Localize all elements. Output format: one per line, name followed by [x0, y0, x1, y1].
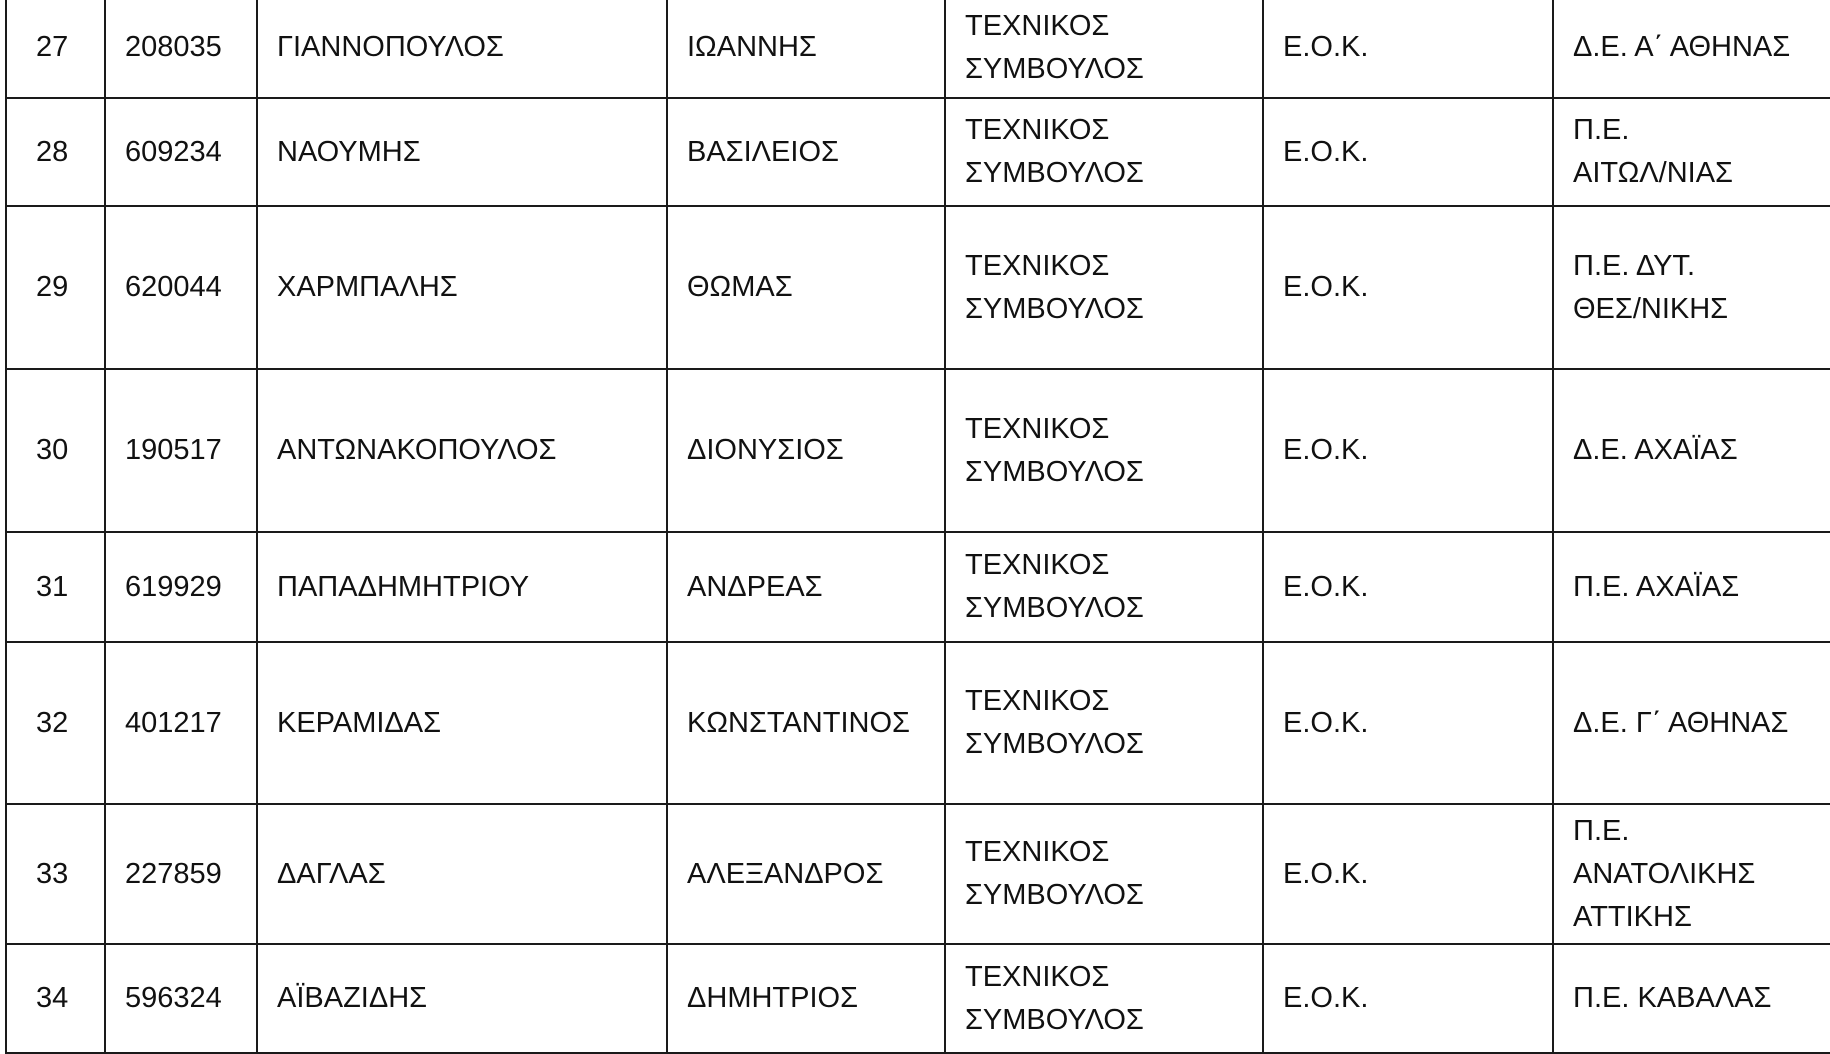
table-body: [6, 0, 1830, 1053]
cell-role: [945, 98, 1263, 206]
cell-role: [945, 532, 1263, 642]
cell-first-name: ΔΙΟΝΥΣΙΟΣ: [667, 369, 945, 532]
cell-unit-line: Π.Ε. ΑΧΑΪΑΣ: [1573, 570, 1740, 603]
cell-registry-id: 620044: [105, 206, 257, 369]
cell-role-line: ΣΥΜΒΟΥΛΟΣ: [965, 292, 1144, 325]
cell-organization: Ε.Ο.Κ.: [1263, 98, 1553, 206]
table-row: [6, 532, 1830, 642]
cell-surname: ΑΝΤΩΝΑΚΟΠΟΥΛΟΣ: [257, 369, 667, 532]
cell-registry-id: 190517: [105, 369, 257, 532]
cell-unit-line: Δ.Ε. Γ΄ ΑΘΗΝΑΣ: [1573, 706, 1789, 739]
cell-surname: ΑΪΒΑΖΙΔΗΣ: [257, 944, 667, 1053]
cell-role-line: ΤΕΧΝΙΚΟΣ: [965, 960, 1110, 993]
table-row: [6, 98, 1830, 206]
cell-row-number: 27: [6, 0, 105, 98]
cell-role-line: ΣΥΜΒΟΥΛΟΣ: [965, 52, 1144, 85]
cell-row-number: 32: [6, 642, 105, 804]
cell-unit: [1553, 369, 1830, 532]
cell-organization: Ε.Ο.Κ.: [1263, 369, 1553, 532]
cell-role: [945, 944, 1263, 1053]
cell-unit-line: Π.Ε. ΚΑΒΑΛΑΣ: [1573, 982, 1772, 1014]
cell-organization: Ε.Ο.Κ.: [1263, 0, 1553, 98]
cell-surname: ΓΙΑΝΝΟΠΟΥΛΟΣ: [257, 0, 667, 98]
cell-unit-line: ΑΝΑΤΟΛΙΚΗΣ: [1573, 857, 1756, 890]
cell-role-line: ΣΥΜΒΟΥΛΟΣ: [965, 455, 1144, 488]
cell-organization: Ε.Ο.Κ.: [1263, 532, 1553, 642]
cell-row-number: 28: [6, 98, 105, 206]
cell-role-line: ΤΕΧΝΙΚΟΣ: [965, 249, 1110, 282]
cell-unit-line: ΑΙΤΩΛ/ΝΙΑΣ: [1573, 157, 1733, 189]
cell-first-name: ΔΗΜΗΤΡΙΟΣ: [667, 944, 945, 1053]
table-row: [6, 944, 1830, 1053]
table-row: [6, 804, 1830, 944]
cell-first-name: ΚΩΝΣΤΑΝΤΙΝΟΣ: [667, 642, 945, 804]
cell-unit: [1553, 206, 1830, 369]
cell-row-number: 33: [6, 804, 105, 944]
cell-organization: Ε.Ο.Κ.: [1263, 944, 1553, 1053]
table-row: [6, 642, 1830, 804]
cell-role-line: ΣΥΜΒΟΥΛΟΣ: [965, 592, 1144, 624]
personnel-table: [5, 0, 1830, 1054]
table-row: [6, 369, 1830, 532]
cell-organization: Ε.Ο.Κ.: [1263, 804, 1553, 944]
table-row: [6, 206, 1830, 369]
cell-registry-id: 596324: [105, 944, 257, 1053]
cell-surname: ΝΑΟΥΜΗΣ: [257, 98, 667, 206]
cell-role: [945, 0, 1263, 98]
cell-surname: ΚΕΡΑΜΙΔΑΣ: [257, 642, 667, 804]
cell-first-name: ΙΩΑΝΝΗΣ: [667, 0, 945, 98]
table-row: [6, 0, 1830, 98]
cell-row-number: 34: [6, 944, 105, 1053]
cell-first-name: ΑΝΔΡΕΑΣ: [667, 532, 945, 642]
cell-unit-line: Π.Ε.: [1573, 814, 1630, 847]
cell-role-line: ΣΥΜΒΟΥΛΟΣ: [965, 728, 1144, 760]
cell-unit: [1553, 944, 1830, 1053]
cell-surname: ΧΑΡΜΠΑΛΗΣ: [257, 206, 667, 369]
cell-role-line: ΣΥΜΒΟΥΛΟΣ: [965, 157, 1144, 189]
cell-registry-id: 609234: [105, 98, 257, 206]
cell-unit: [1553, 804, 1830, 944]
cell-role-line: ΤΕΧΝΙΚΟΣ: [965, 114, 1110, 146]
cell-unit-line: Δ.Ε. ΑΧΑΪΑΣ: [1573, 434, 1738, 466]
cell-role: [945, 642, 1263, 804]
cell-unit-line: Δ.Ε. Α΄ ΑΘΗΝΑΣ: [1573, 31, 1791, 63]
cell-registry-id: 401217: [105, 642, 257, 804]
cell-role-line: ΤΕΧΝΙΚΟΣ: [965, 836, 1110, 868]
cell-unit: [1553, 532, 1830, 642]
cell-role-line: ΣΥΜΒΟΥΛΟΣ: [965, 879, 1144, 911]
cell-first-name: ΑΛΕΞΑΝΔΡΟΣ: [667, 804, 945, 944]
cell-role-line: ΤΕΧΝΙΚΟΣ: [965, 412, 1110, 445]
cell-organization: Ε.Ο.Κ.: [1263, 642, 1553, 804]
cell-role: [945, 369, 1263, 532]
cell-organization: Ε.Ο.Κ.: [1263, 206, 1553, 369]
cell-surname: ΔΑΓΛΑΣ: [257, 804, 667, 944]
cell-unit: [1553, 98, 1830, 206]
cell-role: [945, 804, 1263, 944]
cell-row-number: 31: [6, 532, 105, 642]
cell-unit-line: Π.Ε.: [1573, 114, 1630, 146]
cell-first-name: ΒΑΣΙΛΕΙΟΣ: [667, 98, 945, 206]
cell-registry-id: 619929: [105, 532, 257, 642]
cell-surname: ΠΑΠΑΔΗΜΗΤΡΙΟΥ: [257, 532, 667, 642]
cell-role: [945, 206, 1263, 369]
cell-registry-id: 208035: [105, 0, 257, 98]
cell-registry-id: 227859: [105, 804, 257, 944]
cell-unit-line: ΘΕΣ/ΝΙΚΗΣ: [1573, 292, 1729, 325]
cell-role-line: ΤΕΧΝΙΚΟΣ: [965, 9, 1110, 42]
cell-row-number: 30: [6, 369, 105, 532]
cell-row-number: 29: [6, 206, 105, 369]
cell-role-line: ΣΥΜΒΟΥΛΟΣ: [965, 1003, 1144, 1036]
cell-unit: [1553, 0, 1830, 98]
cell-role-line: ΤΕΧΝΙΚΟΣ: [965, 685, 1110, 717]
cell-unit: [1553, 642, 1830, 804]
cell-role-line: ΤΕΧΝΙΚΟΣ: [965, 549, 1110, 581]
cell-unit-line: Π.Ε. ΔΥΤ.: [1573, 249, 1696, 282]
cell-first-name: ΘΩΜΑΣ: [667, 206, 945, 369]
cell-unit-line: ΑΤΤΙΚΗΣ: [1573, 900, 1692, 933]
